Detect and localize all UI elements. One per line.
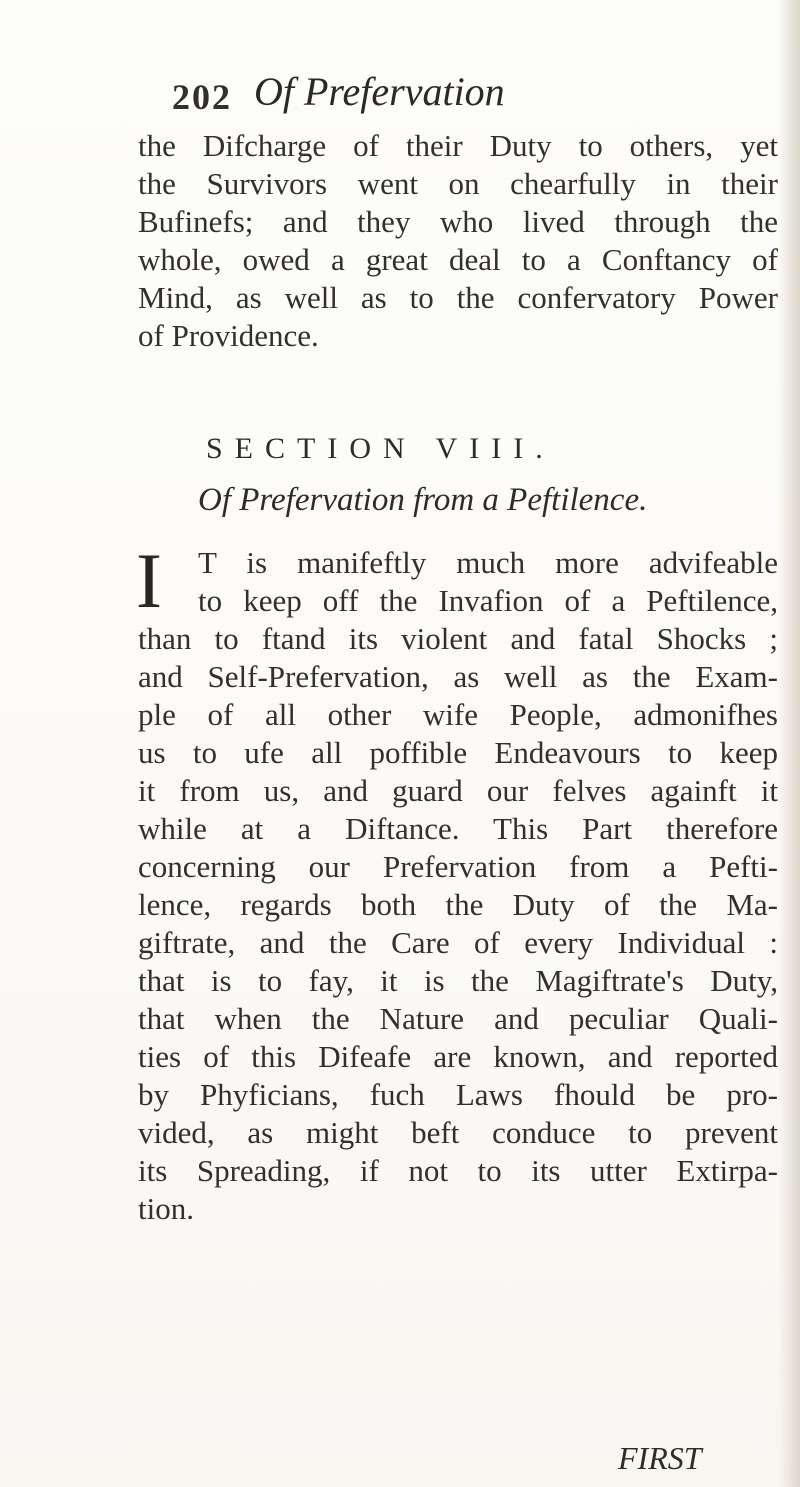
text-line: the Survivors went on chearfully in their <box>138 166 778 201</box>
text-line: of Providence. <box>138 318 319 353</box>
text-line: Mind, as well as to the confervatory Power <box>138 280 778 315</box>
text-line: its Spreading, if not to its utter Extirpa- <box>138 1153 778 1188</box>
text-line: concerning our Prefervation from a Pefti- <box>138 849 778 884</box>
text-line: to keep off the Invafion of a Peftilence, <box>198 583 778 618</box>
text-line: ties of this Difeafe are known, and reported <box>138 1039 778 1074</box>
text-line: by Phyficians, fuch Laws fhould be pro- <box>138 1077 778 1112</box>
text-line: and Self-Prefervation, as well as the Exam- <box>138 659 778 694</box>
text-line: whole, owed a great deal to a Conftancy of <box>138 242 778 277</box>
text-line: it from us, and guard our felves againft it <box>138 773 778 808</box>
main-paragraph-opening <box>198 544 778 620</box>
running-title: Of Prefervation <box>254 69 505 114</box>
section-heading: SECTION VIII. <box>206 432 555 465</box>
drop-cap-initial: I <box>136 537 162 624</box>
running-head <box>172 68 732 128</box>
text-line: the Difcharge of their Duty to others, yet <box>138 128 778 163</box>
top-paragraph <box>138 127 778 355</box>
main-paragraph <box>138 620 778 1228</box>
text-line: that is to fay, it is the Magiftrate's Duty, <box>138 963 778 998</box>
catchword: FIRST <box>618 1440 702 1476</box>
section-subtitle: Of Prefervation from a Peftilence. <box>198 482 648 518</box>
page-edge-shadow <box>778 0 800 1487</box>
text-line: that when the Nature and peculiar Quali- <box>138 1001 778 1036</box>
text-line: giftrate, and the Care of every Individual : <box>138 925 778 960</box>
text-line: than to ftand its violent and fatal Shocks ; <box>138 621 778 656</box>
text-line: Bufinefs; and they who lived through the <box>138 204 778 239</box>
text-line: ple of all other wife People, admonifhes <box>138 697 778 732</box>
text-line: vided, as might beft conduce to prevent <box>138 1115 778 1150</box>
page-number: 202 <box>172 77 232 117</box>
text-line: T is manifeftly much more advifeable <box>198 545 778 580</box>
text-line: lence, regards both the Duty of the Ma- <box>138 887 778 922</box>
text-line: us to ufe all poffible Endeavours to keep <box>138 735 778 770</box>
text-line: while at a Diftance. This Part therefore <box>138 811 778 846</box>
text-line: tion. <box>138 1191 194 1226</box>
